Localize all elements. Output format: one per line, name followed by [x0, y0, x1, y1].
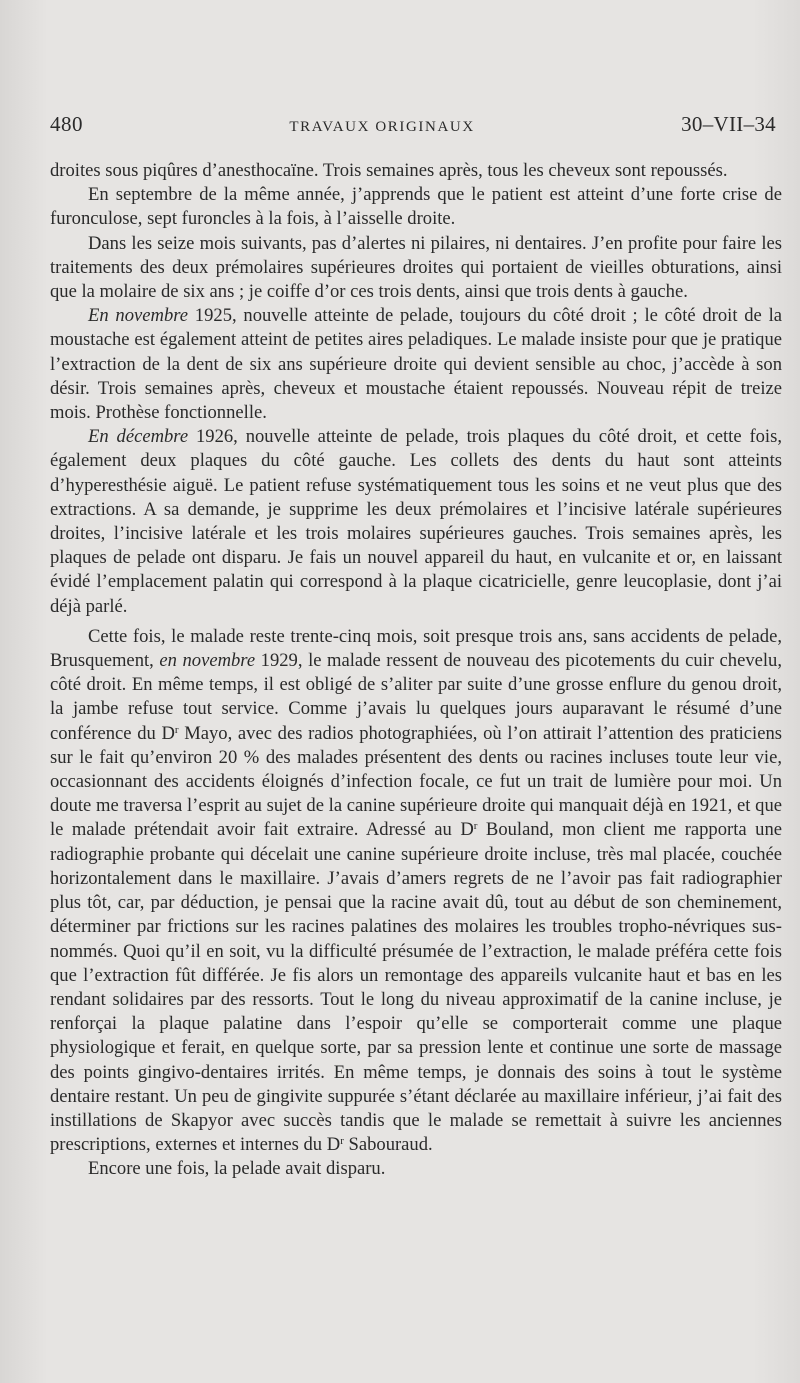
journal-title: TRAVAUX ORIGINAUX	[289, 119, 475, 135]
paragraph-2: En septembre de la même année, j’apprends que le patient est atteint d’une forte crise de furonculose, sept furoncles à la fois, à l’aisselle droite.	[50, 184, 782, 230]
doctor-abbrev-sup: r	[340, 1135, 344, 1148]
issue-date: 30–VII–34	[681, 112, 776, 136]
paragraph-5-date: En décembre	[88, 426, 189, 448]
article-body	[50, 159, 782, 1182]
paragraph-6-text-e: Sabouraud.	[343, 1134, 433, 1156]
paragraph-7: Encore une fois, la pelade avait disparu.	[88, 1158, 386, 1180]
paragraph-1: droites sous piqûres d’anesthocaïne. Trois semaines après, tous les cheveux sont repoussés.	[50, 160, 728, 181]
paragraph-6-text-a: Cette fois, le malade reste trente-cinq mois, soit presque trois ans, sans accidents de pelade, Brusquement,	[50, 625, 782, 672]
doctor-abbrev-sup: r	[174, 723, 179, 736]
running-head	[50, 112, 782, 137]
doctor-abbrev-sup: r	[473, 820, 478, 833]
paragraph-3: Dans les seize mois suivants, pas d’alertes ni pilaires, ni dentaires. J’en profite pour faire les traitements des deux prémolaires supérieures droites qui portaient de vieilles obturations, ainsi que la molaire de six ans ; je coiffe d’or ces trois dents, ainsi que trois dents à gauche.	[50, 232, 782, 303]
paragraph-6	[50, 625, 782, 1157]
paragraph-4-text: 1925, nouvelle atteinte de pelade, toujours du côté droit ; le côté droit de la moustache est également atteint de petites aires peladiques. Le malade insiste pour que je pratique l’extraction de la dent de six ans supérieure droite qui devient sensible au choc, j’accède à son désir. Trois semaines après, cheveux et moustache étaient repoussés. Nouveau répit de treize mois. Prothèse fonctionnelle.	[50, 305, 782, 424]
paragraph-4-date: En novembre	[88, 305, 189, 327]
page-number: 480	[50, 112, 83, 136]
paragraph-4	[50, 304, 782, 425]
paragraph-5	[50, 425, 782, 619]
paragraph-6-text-c: Mayo, avec des radios photographiées, où l’on attirait l’attention des praticiens sur le fait qu’environ 20 % des malades présentent des dents ou racines incluses toute leur vie, occasionnant des accidents éloignés d’infection focale, ce fut un trait de lumière pour moi. Un doute me traversa l’esprit au sujet de la canine supérieure droite qui manquait déjà en 1921, et que le malade prétendait avoir fait extraire. Adressé au D	[50, 722, 782, 841]
paragraph-6-text-b: 1929, le malade ressent de nouveau des picotements du cuir chevelu, côté droit. En même temps, il est obligé de s’aliter par suite d’une grosse enflure du genou droit, la jambe refuse tout service. Comme j’avais lu quelques jours auparavant le résumé d’une conférence du D	[50, 650, 782, 744]
paragraph-6-text-d: Bouland, mon client me rapporta une radiographie probante qui décelait une canine supérieure droite incluse, très mal placée, couchée horizontalement dans le maxillaire. J’avais d’amers regrets de ne l’avoir pas fait radiographier plus tôt, car, par déduction, je pensai que la racine avait dû, tout au début de son cheminement, déterminer par frictions sur les racines palatines des molaires les troubles tropho-névriques sus-nommés. Quoi qu’il en soit, vu la difficulté présumée de l’extraction, le malade préféra cette fois que l’extraction fût différée. Je fis alors un remontage des appareils vulcanite haut et bas en les rendant solidaires par des ressorts. Tout le long du niveau approximatif de la canine incluse, je renforçai la plaque palatine dans l’espoir qu’elle se comporterait comme une plaque physiologique et ferait, en quelque sorte, par sa pression lente et continue une sorte de massage des points gingivo-dentaires irrités. En même temps, je donnais des soins à tout le système dentaire restant. Un peu de gingivite suppurée s’étant déclarée au maxillaire inférieur, j’ai fait des instillations de Skapyor avec succès tandis que le malade se remettait à suivre les anciennes prescriptions, externes et internes du D	[50, 819, 782, 1156]
paragraph-6-date: en novembre	[159, 650, 256, 672]
paragraph-5-text: 1926, nouvelle atteinte de pelade, trois plaques du côté droit, et cette fois, également deux plaques du côté gauche. Les collets des dents du haut sont atteints d’hyperesthésie aiguë. Le patient refuse systématiquement tous les soins et ne veut plus que des extractions. A sa demande, je supprime les deux prémolaires et l’incisive latérale supérieures droites, l’incisive latérale et les trois molaires supérieures gauches. Trois semaines après, les plaques de pelade ont disparu. Je fais un nouvel appareil du haut, en vulcanite et or, en laissant évidé l’emplacement palatin qui correspond à la plaque cicatricielle, genre leucoplasie, dont j’ai déjà parlé.	[50, 426, 782, 617]
